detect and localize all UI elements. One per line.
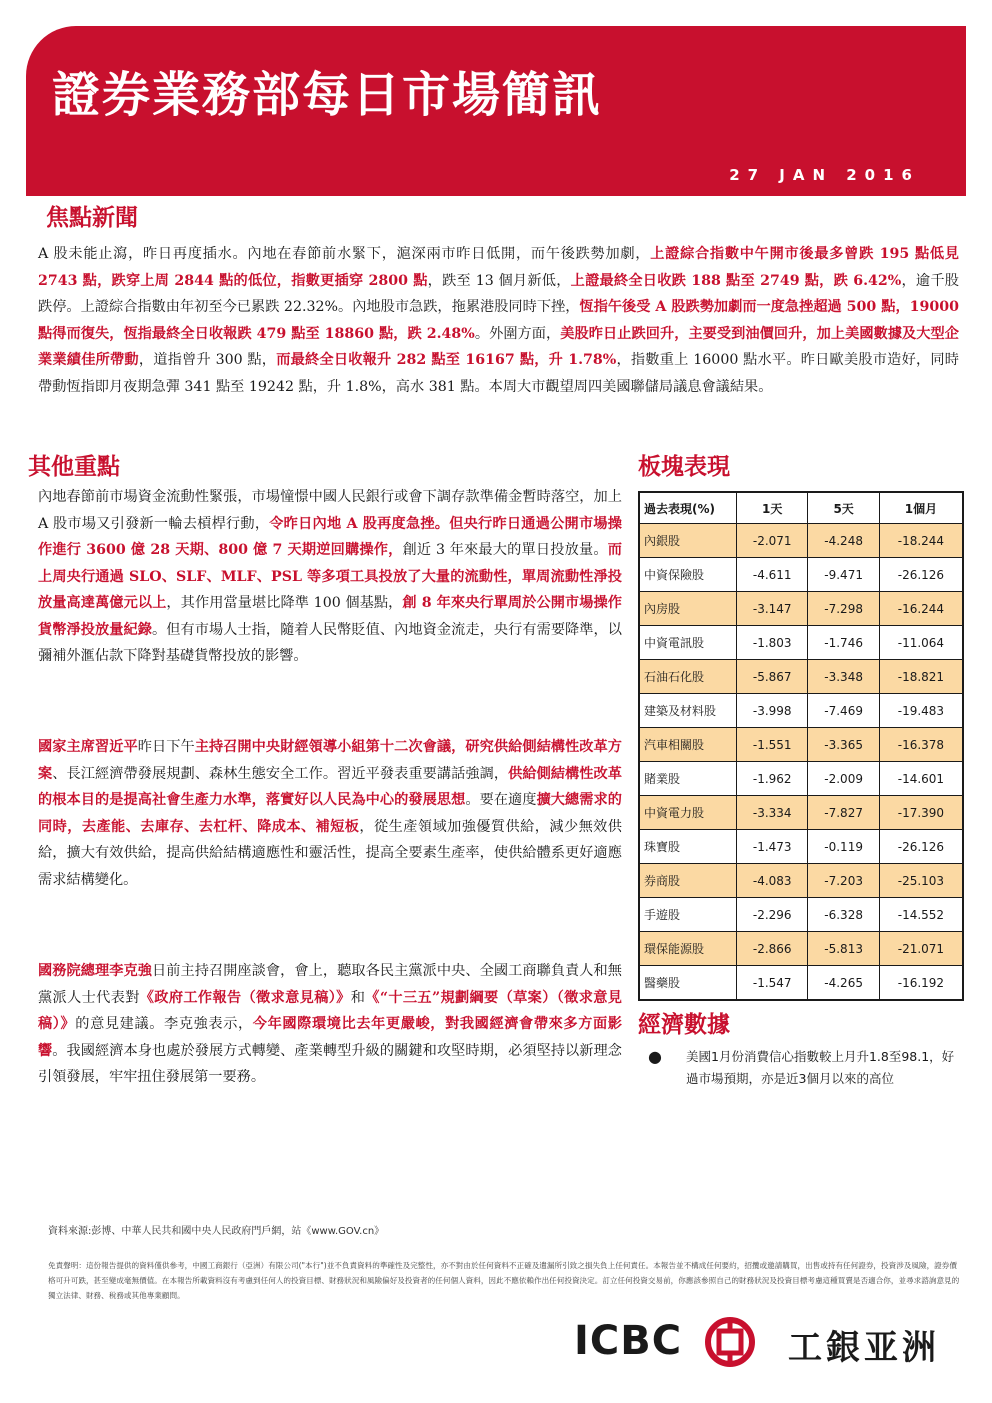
body-text: 和 [350,989,366,1006]
page-title: 證券業務部每日市場簡訊 [52,67,603,123]
table-row [639,796,963,830]
other-highlights-paragraph-1 [38,484,622,670]
value-1-day-cell: -2.866 [737,932,808,966]
value-5-day-cell: -7.469 [808,694,879,728]
other-highlights-paragraph-3 [38,958,622,1091]
table-row [639,728,963,762]
body-text: 。我國經濟本身也處於發展方式轉變、產業轉型升級的關鍵和攻堅時期，必須堅持以新理念引領發展，牢牢扭住發展第一要務。 [38,1042,622,1085]
body-text: ，道指曾升 300 點， [138,352,277,368]
value-1-month-cell: -25.103 [879,864,963,898]
value-5-day-cell: -5.813 [808,932,879,966]
disclaimer-text: 免責聲明：這份報告提供的資料僅供參考，中國工商銀行（亞洲）有限公司("本行")並不負責資料的準確性及完整性，亦不對由於任何資料不正確及遺漏所引致之損失負上任何責任。本報告並不構成任何要約，招攬或邀請購買，出售或持有任何證券，投資涉及風險，證券價格可升可跌，甚至變成毫無價值。在本報告所載資料沒有考慮到任何人的投資目標、財務狀況和風險偏好及投資者的任何個人資料，因此不應依賴作出任何投資決定。訂立任何投資交易前，你應該參照自己的財務狀況及投資目標考慮這種買賣是否適合你，並尋求諮詢意見的獨立法律、財務、稅務或其他專業顧問。 [48,1261,960,1300]
table-row [639,592,963,626]
sector-name-cell: 建築及材料股 [639,694,737,728]
body-text: 日前主持召開座談會，會上，聽取各民主黨派中央、全國工商聯負責人和無黨派人士代表對 [38,963,622,1006]
sector-table-body [639,524,963,1001]
icbc-emblem-icon [704,1316,756,1368]
highlight-text: 恆指午後受 A 股跌勢加劇而一度急挫超過 500 點，19000 點得而復失，恆指最終全日收報跌 479 點至 18860 點，跌 2.48% [38,299,959,342]
value-1-day-cell: -5.867 [737,660,808,694]
value-1-day-cell: -1.803 [737,626,808,660]
economic-data-text: 美國1月份消費信心指數較上月升1.8至98.1，好過市場預期，亦是近3個月以來的高位 [686,1049,955,1086]
value-1-day-cell: -2.071 [737,524,808,558]
value-1-month-cell: -16.244 [879,592,963,626]
logo-wordmark-en: ICBC [574,1318,683,1364]
value-1-month-cell: -19.483 [879,694,963,728]
body-text: ，跌至 13 個月新低， [427,272,571,289]
table-row [639,932,963,966]
value-1-day-cell: -1.551 [737,728,808,762]
highlight-text: 《政府工作報告（徵求意見稿）》 [139,989,351,1006]
highlight-text: 今年國際環境比去年更嚴峻，對我國經濟會帶來多方面影響 [38,1016,622,1059]
table-row [639,830,963,864]
highlight-text: 而上周央行通過 SLO、SLF、MLF、PSL 等多項工具投放了大量的流動性，單周流動性淨投放量高達萬億元以上 [38,542,622,611]
body-text: 創近 3 年來最大的單日投放量。 [402,542,608,558]
focus-news-heading: 焦點新聞 [46,205,138,231]
value-1-day-cell: -1.547 [737,966,808,1001]
value-5-day-cell: -4.265 [808,966,879,1001]
highlight-text: 供給側結構性改革的根本目的是提高社會生產力水準，落實好以人民為中心的發展思想 [38,765,622,808]
sector-name-cell: 環保能源股 [639,932,737,966]
focus-news-paragraph [38,241,959,400]
value-1-day-cell: -3.147 [737,592,808,626]
body-text: 。但有市場人士指，隨着人民幣貶值、內地資金流走，央行有需要降準，以彌補外滙佔款下降對基礎貨幣投放的影響。 [38,621,622,664]
economic-data-heading: 經濟數據 [638,1012,730,1038]
value-1-day-cell: -4.083 [737,864,808,898]
highlight-text: 令昨日內地 A 股再度急挫。但央行昨日通過公開市場操作進行 3600 億 28 天期、800 億 7 天期逆回購操作， [38,515,622,558]
highlight-text: 而最終全日收報升 282 點至 16167 點，升 1.78% [276,352,617,368]
value-5-day-cell: -3.348 [808,660,879,694]
value-5-day-cell: -0.119 [808,830,879,864]
sector-name-cell: 中資保險股 [639,558,737,592]
value-5-day-cell: -7.203 [808,864,879,898]
body-text: ，指數重上 16000 點水平。昨日歐美股市造好，同時帶動恆指即月夜期急彈 341 點至 19242 點，升 1.8%，高水 381 點。本周大市觀望周四美國聯儲局議息會議結果。 [38,352,959,395]
value-1-month-cell: -11.064 [879,626,963,660]
value-1-month-cell: -16.378 [879,728,963,762]
value-1-day-cell: -3.334 [737,796,808,830]
value-1-day-cell: -2.296 [737,898,808,932]
value-5-day-cell: -9.471 [808,558,879,592]
sector-name-cell: 券商股 [639,864,737,898]
value-1-month-cell: -14.552 [879,898,963,932]
table-row [639,864,963,898]
sector-name-cell: 手遊股 [639,898,737,932]
sector-performance-heading: 板塊表現 [638,454,730,480]
body-text: ，從生產領域加強優質供給，減少無效供給，擴大有效供給，提高供給結構適應性和靈活性，提高全要素生產率，使供給體系更好適應需求結構變化。 [38,818,622,888]
highlight-text: 國務院總理李克強 [38,963,152,979]
value-5-day-cell: -4.248 [808,524,879,558]
table-row [639,626,963,660]
value-5-day-cell: -7.827 [808,796,879,830]
highlight-text: 主持召開中央財經領導小組第十二次會議，研究供給側結構性改革方案 [38,739,622,782]
sector-name-cell: 賭業股 [639,762,737,796]
column-header-1-month: 1個月 [879,492,963,524]
value-1-month-cell: -17.390 [879,796,963,830]
body-text: ，逾千股跌停。上證綜合指數由年初至今已累跌 22.32%。內地股市急跌，拖累港股同時下挫， [38,272,959,315]
sector-name-cell: 內銀股 [639,524,737,558]
table-row [639,524,963,558]
value-1-month-cell: -16.192 [879,966,963,1001]
body-text: ，其作用當量堪比降準 100 個基點， [166,595,403,611]
body-text: 的意見建議。李克強表示， [75,1016,253,1032]
highlight-text: 上證綜合指數中午開市後最多曾跌 195 點低見 2743 點，跌穿上周 2844 點的低位，指數更插穿 2800 點 [38,246,959,289]
list-item [648,1046,958,1090]
table-row [639,694,963,728]
body-text: 。外圍方面， [474,325,561,342]
sector-name-cell: 珠寶股 [639,830,737,864]
highlight-text: 美股昨日止跌回升，主要受到油價回升，加上美國數據及大型企業業績佳所帶動 [38,325,959,368]
table-row [639,558,963,592]
value-1-month-cell: -26.126 [879,558,963,592]
sector-name-cell: 石油石化股 [639,660,737,694]
highlight-text: 上證最終全日收跌 188 點至 2749 點，跌 6.42% [570,272,902,289]
bullet-icon: ● [648,1047,662,1066]
other-highlights-paragraph-2 [38,734,622,893]
highlight-text: 《“十三五”規劃綱要（草案）（徵求意見稿）》 [38,989,622,1032]
value-1-month-cell: -21.071 [879,932,963,966]
value-1-day-cell: -1.473 [737,830,808,864]
value-5-day-cell: -2.009 [808,762,879,796]
column-header-1-day: 1天 [737,492,808,524]
body-text: 內地春節前市場資金流動性緊張，市場憧憬中國人民銀行或會下調存款準備金暫時落空，加上 A 股市場又引發新一輪去槓桿行動， [38,489,622,532]
body-text: 、長江經濟帶發展規劃、森林生態安全工作。習近平發表重要講話強調， [52,765,509,782]
column-header-period: 過去表現(%) [639,492,737,524]
sector-name-cell: 汽車相關股 [639,728,737,762]
value-5-day-cell: -1.746 [808,626,879,660]
sector-name-cell: 中資電訊股 [639,626,737,660]
value-1-month-cell: -18.244 [879,524,963,558]
body-text: 昨日下午 [137,739,195,755]
economic-data-list [648,1046,958,1090]
logo-wordmark-cn: 工銀亚洲 [788,1328,940,1368]
table-row [639,660,963,694]
sector-name-cell: 醫藥股 [639,966,737,1001]
table-row [639,762,963,796]
value-1-day-cell: -1.962 [737,762,808,796]
highlight-text: 擴大總需求的同時，去產能、去庫存、去杠杆、降成本、補短板 [38,792,622,835]
other-highlights-heading: 其他重點 [28,454,120,480]
value-1-day-cell: -4.611 [737,558,808,592]
highlight-text: 國家主席習近平 [38,739,138,755]
body-text: 。要在適度 [465,792,537,808]
column-header-5-day: 5天 [808,492,879,524]
value-5-day-cell: -3.365 [808,728,879,762]
sector-performance-table [638,491,964,1001]
icbc-logo [572,1316,962,1368]
body-text: A 股未能止瀉，昨日再度插水。內地在春節前水緊下，滬深兩市昨日低開，而午後跌勢加劇， [38,246,651,262]
value-5-day-cell: -6.328 [808,898,879,932]
value-1-month-cell: -26.126 [879,830,963,864]
value-1-month-cell: -14.601 [879,762,963,796]
value-1-month-cell: -18.821 [879,660,963,694]
table-header-row [639,492,963,524]
highlight-text: 創 8 年來央行單周於公開市場操作貨幣淨投放量紀錄 [38,595,622,638]
value-5-day-cell: -7.298 [808,592,879,626]
table-row [639,966,963,1001]
sector-name-cell: 中資電力股 [639,796,737,830]
sector-name-cell: 內房股 [639,592,737,626]
table-row [639,898,963,932]
data-source-note: 資料來源:彭博、中華人民共和國中央人民政府門戶網，站《www.GOV.cn》 [48,1226,385,1237]
report-date: 27 JAN 2016 [729,166,920,184]
value-1-day-cell: -3.998 [737,694,808,728]
